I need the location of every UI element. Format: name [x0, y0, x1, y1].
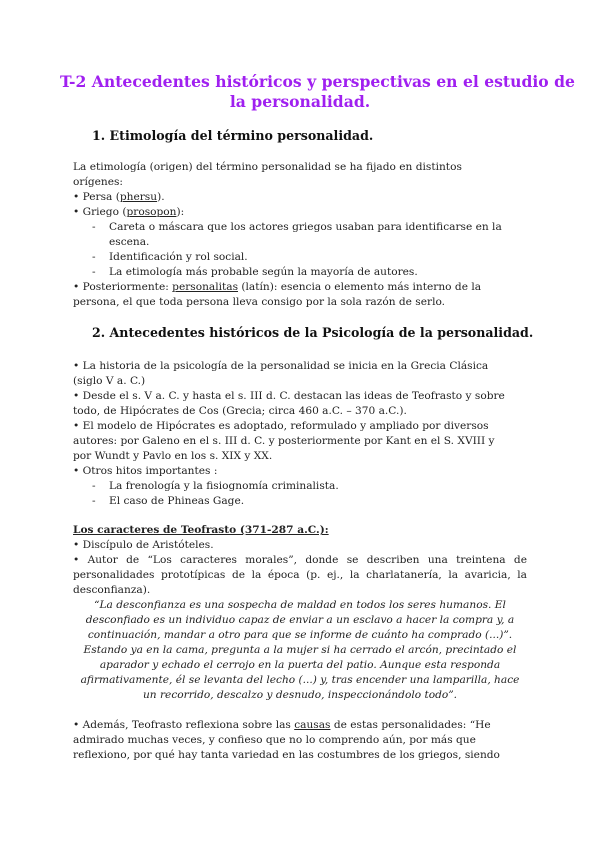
b3-line-2: admirado muchas veces, y confieso que no lo comprendo aún, por más que — [73, 734, 476, 746]
section-1-intro — [73, 160, 527, 190]
b3-term: causas — [294, 719, 331, 731]
quote-line-4: Estando ya en la cama, pregunta a la mujer si ha cerrado el arcón, precintado el — [83, 644, 517, 656]
persa-suffix: ). — [157, 191, 165, 203]
post-suffix: (latín): esencia o elemento más interno de la — [238, 281, 482, 293]
t-b2-line-2: personalidades prototípicas de la época (p. ej., la charlatanería, la avaricia, la — [73, 569, 527, 581]
section-2-bullet-4: • Otros hitos importantes : — [73, 465, 218, 477]
teofrasto-bullet-3 — [73, 718, 527, 763]
persa-item — [73, 190, 527, 205]
title-line-1: T-2 Antecedentes históricos y perspectivas en el estudio de — [60, 72, 575, 91]
dash-marker: - — [92, 480, 96, 492]
sub-3-text: La etimología más probable según la mayoría de autores. — [109, 266, 418, 278]
b1-line-1: • La historia de la psicología de la personalidad se inicia en la Grecia Clásica — [73, 360, 489, 372]
section-2-sub-1 — [92, 479, 339, 494]
sub-1-line-1: Careta o máscara que los actores griegos usaban para identificarse en la — [109, 221, 502, 233]
sub-2-text: Identificación y rol social. — [109, 251, 248, 263]
b3-line-3: reflexiono, por qué hay tanta variedad en las costumbres de los griegos, siendo — [73, 749, 500, 761]
b3-line-1: • El modelo de Hipócrates es adoptado, reformulado y ampliado por diversos — [73, 420, 489, 432]
quote-line-2: desconfiado es un individuo capaz de enviar a un esclavo a hacer la compra y, a — [85, 614, 515, 626]
quote-line-3: continuación, mandar a otro para que se informe de cuánto ha comprado (...)”. — [87, 629, 513, 641]
post-prefix: • Posteriormente: — [73, 281, 173, 293]
post-line-2: persona, el que toda persona lleva consigo por la sola razón de serlo. — [73, 296, 446, 308]
s2-sub-2-text: El caso de Phineas Gage. — [109, 495, 245, 507]
griego-item — [73, 205, 527, 220]
posteriormente-item — [73, 280, 527, 310]
b3-suffix: de estas personalidades: “He — [330, 719, 491, 731]
section-2-bullet-1 — [73, 359, 527, 389]
quote-line-5: aparador y echado el cerrojo en la puerta del patio. Aunque esta responda — [99, 659, 501, 671]
t-b2-line-3: desconfianza). — [73, 584, 151, 596]
section-2-heading: 2. Antecedentes históricos de la Psicología de la personalidad. — [92, 325, 534, 340]
dash-marker: - — [92, 266, 96, 278]
section-2-bullet-2 — [73, 389, 527, 419]
persa-prefix: • Persa ( — [73, 191, 120, 203]
griego-prefix: • Griego ( — [73, 206, 127, 218]
section-1-heading: 1. Etimología del término personalidad. — [92, 128, 374, 143]
griego-term: prosopon — [126, 206, 177, 218]
griego-sub-3 — [92, 265, 418, 280]
quote-line-6: afirmativamente, él se levanta del lecho (...) y, tras encender una lamparilla, hace — [80, 674, 520, 686]
griego-sub-2 — [92, 250, 248, 265]
quote-line-7: un recorrido, descalzo y desnudo, inspeccionándolo todo”. — [142, 689, 458, 701]
b3-prefix: • Además, Teofrasto reflexiona sobre las — [73, 719, 295, 731]
b1-line-2: (siglo V a. C.) — [73, 375, 146, 387]
t-b2-line-1: • Autor de “Los caracteres morales”, donde se describen una treintena de — [73, 554, 527, 566]
dash-marker: - — [92, 251, 96, 263]
dash-marker: - — [92, 495, 96, 507]
section-2-sub-2 — [92, 494, 244, 509]
intro-line-1: La etimología (origen) del término personalidad se ha fijado en distintos — [73, 161, 462, 173]
b2-line-2: todo, de Hipócrates de Cos (Grecia; circa 460 a.C. – 370 a.C.). — [73, 405, 407, 417]
post-term: personalitas — [172, 281, 239, 293]
persa-term: phersu — [119, 191, 158, 203]
b3-line-3: por Wundt y Pavlo en los s. XIX y XX. — [73, 450, 273, 462]
b3-line-2: autores: por Galeno en el s. III d. C. y posteriormente por Kant en el S. XVIII y — [73, 435, 495, 447]
s2-sub-1-text: La frenología y la fisiognomía criminalista. — [109, 480, 339, 492]
griego-suffix: ): — [176, 206, 185, 218]
intro-line-2: orígenes: — [73, 176, 123, 188]
griego-sub-1-cont: escena. — [109, 236, 150, 248]
teofrasto-bullet-2 — [73, 553, 527, 598]
quote-line-1: “La desconfianza es una sospecha de maldad en todos los seres humanos. El — [94, 599, 506, 611]
griego-sub-1 — [92, 220, 502, 235]
teofrasto-quote — [73, 598, 527, 703]
teofrasto-bullet-1: • Discípulo de Aristóteles. — [73, 539, 214, 551]
title-line-2: la personalidad. — [229, 92, 371, 111]
b2-line-1: • Desde el s. V a. C. y hasta el s. III d. C. destacan las ideas de Teofrasto y sobre — [73, 390, 505, 402]
dash-marker: - — [92, 221, 96, 233]
teofrasto-heading: Los caracteres de Teofrasto (371-287 a.C.): — [73, 524, 329, 536]
section-2-bullet-3 — [73, 419, 527, 464]
page-title — [60, 72, 575, 112]
